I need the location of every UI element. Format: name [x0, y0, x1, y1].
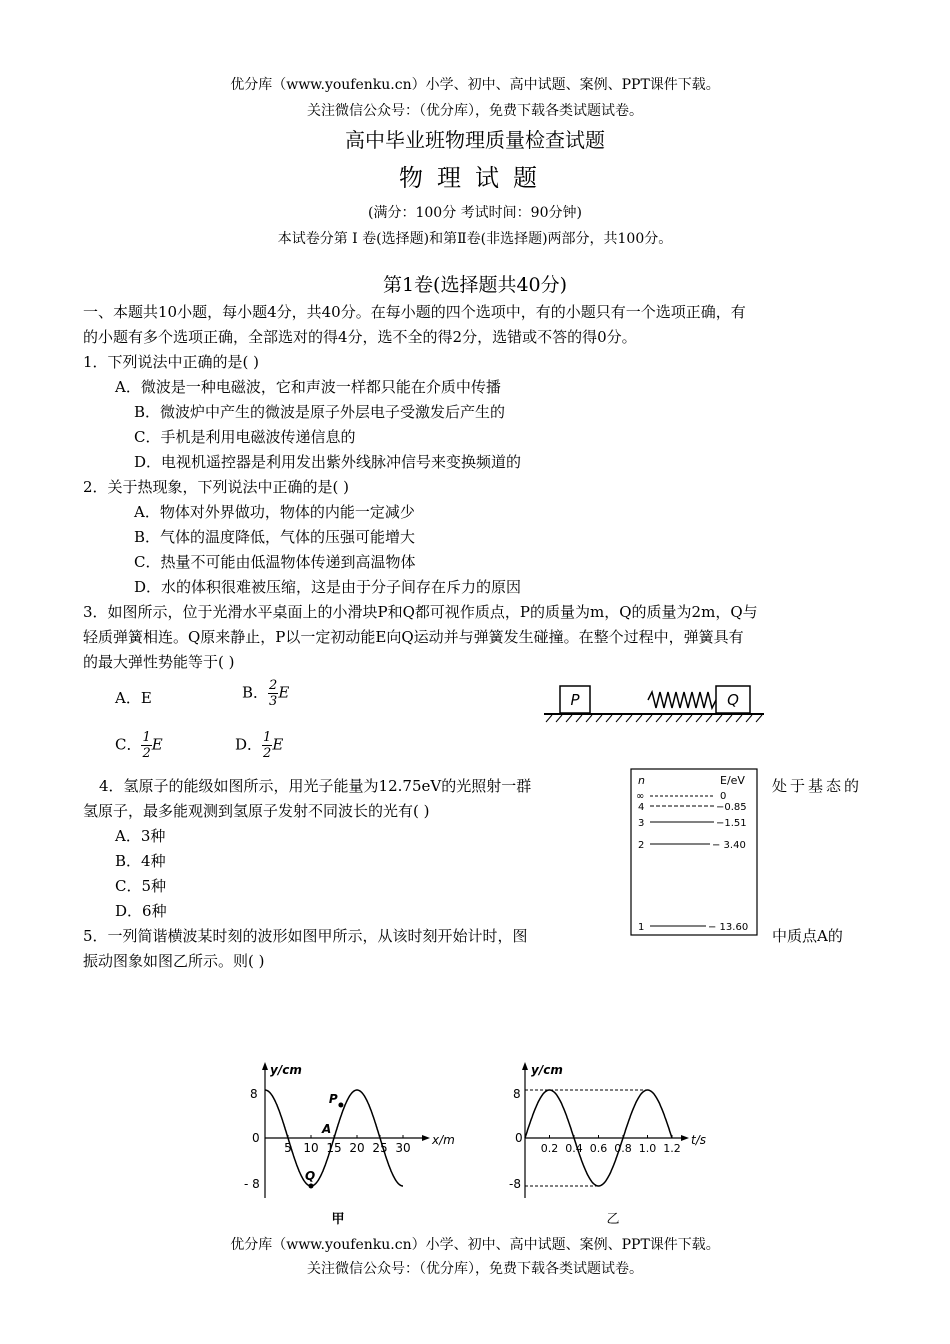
jia-x-label: x/m — [432, 1133, 455, 1147]
q3-option-c-denominator: 2 — [142, 746, 151, 761]
yi-y-tick-bottom: -8 — [509, 1177, 521, 1191]
q3-option-d — [235, 730, 283, 761]
jia-label-q: Q — [305, 1169, 316, 1183]
jia-y-label: y/cm — [270, 1063, 302, 1077]
q5-line-1: 5．一列简谐横波某时刻的波形如图甲所示，从该时刻开始计时，图 — [83, 927, 528, 945]
yi-y-tick-zero: 0 — [515, 1131, 523, 1145]
header-line-1: 优分库（www.youfenku.cn）小学、初中、高中试题、案例、PPT课件下载。 — [230, 77, 720, 93]
q1-option-b: B．微波炉中产生的微波是原子外层电子受激发后产生的 — [134, 403, 506, 421]
jia-x-tick-label: 10 — [303, 1141, 319, 1155]
q4-line-2: 氢原子，最多能观测到氢原子发射不同波长的光有( ) — [83, 802, 430, 820]
level-2-n: 2 — [638, 840, 645, 851]
yi-x-tick-label: 0.6 — [589, 1142, 608, 1155]
level-inf-e: 0 — [720, 791, 727, 802]
yi-x-tick-label: 1.2 — [663, 1142, 681, 1155]
q3-option-b — [242, 678, 289, 709]
instructions-line-2: 的小题有多个选项正确，全部选对的得4分，选不全的得2分，选错或不答的得0分。 — [83, 328, 637, 346]
jia-x-tick-label: 25 — [372, 1141, 388, 1155]
jia-point-p — [338, 1103, 343, 1108]
q3-option-d-numerator: 1 — [263, 730, 272, 745]
yi-x-tick-label: 0.8 — [614, 1142, 632, 1155]
vibration-chart-yi — [505, 1058, 725, 1228]
jia-caption: 甲 — [331, 1212, 345, 1227]
wave-chart-jia — [238, 1058, 463, 1228]
jia-point-q — [309, 1184, 314, 1189]
yi-y-tick-top: 8 — [513, 1087, 521, 1101]
level-4-n: 4 — [638, 802, 645, 813]
q3-option-d-label: D． — [235, 735, 263, 754]
level-2-e: − 3.40 — [712, 840, 746, 851]
q3-option-b-numerator: 2 — [269, 678, 278, 693]
instructions-line-1: 一、本题共10小题，每小题4分，共40分。在每小题的四个选项中，有的小题只有一个选项正确，有 — [83, 303, 746, 321]
q3-spring-figure — [540, 680, 770, 725]
q3-option-d-fraction — [262, 730, 272, 761]
level-3-e: −1.51 — [716, 818, 747, 829]
q3-line-3: 的最大弹性势能等于( ) — [83, 653, 235, 671]
q2-option-a: A．物体对外界做功，物体的内能一定减少 — [134, 503, 415, 521]
q1-option-d: D．电视机遥控器是利用发出紫外线脉冲信号来变换频道的 — [134, 453, 522, 471]
exam-subtitle: 物理试题 — [399, 164, 551, 192]
level-1-e: − 13.60 — [708, 922, 749, 933]
q1-option-a: A．微波是一种电磁波，它和声波一样都只能在介质中传播 — [115, 378, 501, 396]
exam-intro: 本试卷分第 Ⅰ 卷(选择题)和第Ⅱ卷(非选择题)两部分，共100分。 — [277, 231, 673, 247]
jia-label-a: A — [322, 1122, 332, 1136]
q5-line-1-tail: 中质点A的 — [772, 927, 843, 945]
q4-line-1-tail: 处于基态的 — [772, 777, 863, 795]
q3-option-a: A．E — [115, 689, 152, 707]
header-line-2: 关注微信公众号：（优分库），免费下载各类试题试卷。 — [307, 103, 643, 119]
q4-option-d: D．6种 — [115, 902, 167, 920]
level-1-n: 1 — [638, 922, 645, 933]
q4-option-b: B．4种 — [115, 852, 166, 870]
footer-line-1: 优分库（www.youfenku.cn）小学、初中、高中试题、案例、PPT课件下载。 — [230, 1237, 720, 1253]
q3-option-b-var: E — [278, 683, 290, 702]
q4-option-c: C．5种 — [115, 877, 167, 895]
jia-x-tick-label: 30 — [395, 1141, 411, 1155]
q2-option-c: C．热量不可能由低温物体传递到高温物体 — [134, 553, 416, 571]
exam-info: (满分：100分 考试时间：90分钟) — [368, 205, 582, 221]
jia-x-tick-label: 15 — [326, 1141, 342, 1155]
q3-option-d-denominator: 2 — [263, 746, 272, 761]
jia-x-tick-label: 5 — [284, 1141, 292, 1155]
jia-label-p: P — [328, 1092, 338, 1106]
level-4-e: −0.85 — [716, 802, 747, 813]
q1-stem: 1．下列说法中正确的是( ) — [83, 353, 260, 371]
q3-option-d-var: E — [272, 735, 284, 754]
yi-y-label: y/cm — [531, 1063, 563, 1077]
energy-axis-label: E/eV — [720, 774, 745, 787]
q3-option-b-denominator: 3 — [269, 694, 278, 709]
yi-y-arrow — [522, 1062, 528, 1070]
diagram-frame — [631, 769, 757, 935]
q3-option-c-label: C． — [115, 735, 142, 754]
q3-line-2: 轻质弹簧相连。Q原来静止，P以一定初动能E向Q运动并与弹簧发生碰撞。在整个过程中，弹簧具有 — [83, 628, 744, 646]
yi-x-arrow — [681, 1135, 689, 1141]
yi-caption: 乙 — [606, 1212, 620, 1227]
q4-option-a: A．3种 — [115, 827, 166, 845]
spring — [648, 692, 716, 708]
jia-x-arrow — [422, 1135, 430, 1141]
q2-option-d: D．水的体积很难被压缩，这是由于分子间存在斥力的原因 — [134, 578, 522, 596]
q2-stem: 2．关于热现象，下列说法中正确的是( ) — [83, 478, 350, 496]
n-axis-label: n — [638, 774, 645, 787]
table-hatching — [546, 715, 762, 722]
q3-option-b-fraction — [268, 678, 278, 709]
q4-line-1: 4．氢原子的能级如图所示，用光子能量为12.75eV的光照射一群 — [99, 777, 532, 795]
q3-option-b-label: B． — [242, 683, 269, 702]
section-title: 第1卷(选择题共40分) — [382, 274, 568, 296]
q3-option-c — [115, 730, 163, 761]
q3-option-c-numerator: 1 — [142, 730, 151, 745]
block-p-label: P — [570, 691, 580, 709]
jia-y-tick-bottom: - 8 — [244, 1177, 260, 1191]
yi-x-tick-label: 0.2 — [540, 1142, 559, 1155]
jia-y-arrow — [262, 1062, 268, 1070]
q3-option-c-fraction — [141, 730, 151, 761]
q3-line-1: 3．如图所示，位于光滑水平桌面上的小滑块P和Q都可视作质点，P的质量为m，Q的质量为2m，Q与 — [83, 603, 758, 621]
footer-line-2: 关注微信公众号：（优分库），免费下载各类试题试卷。 — [307, 1261, 643, 1277]
q1-option-c: C．手机是利用电磁波传递信息的 — [134, 428, 356, 446]
level-inf-n: ∞ — [636, 791, 645, 802]
jia-y-tick-top: 8 — [250, 1087, 258, 1101]
energy-level-diagram — [630, 768, 760, 938]
yi-x-tick-label: 1.0 — [638, 1142, 657, 1155]
yi-x-label: t/s — [691, 1133, 706, 1147]
yi-x-tick-label: 0.4 — [565, 1142, 583, 1155]
block-q-label: Q — [727, 691, 739, 709]
exam-title: 高中毕业班物理质量检查试题 — [345, 128, 605, 152]
q3-option-c-var: E — [151, 735, 163, 754]
level-3-n: 3 — [638, 818, 645, 829]
jia-x-tick-label: 20 — [349, 1141, 365, 1155]
q5-line-2: 振动图象如图乙所示。则( ) — [83, 952, 265, 970]
q2-option-b: B．气体的温度降低，气体的压强可能增大 — [134, 528, 416, 546]
jia-y-tick-zero: 0 — [252, 1131, 260, 1145]
